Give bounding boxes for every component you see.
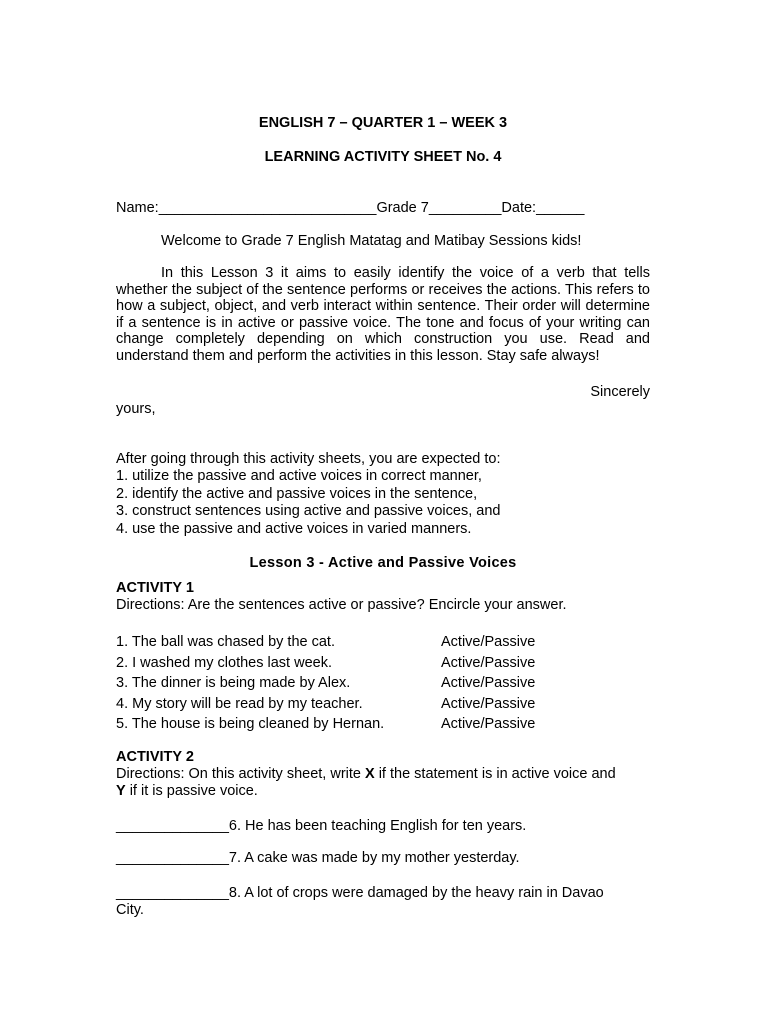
closing-yours: yours, — [116, 401, 156, 417]
activity2-item — [116, 885, 604, 901]
activity2-dir-text: if the statement is in active voice and — [374, 766, 616, 782]
intro-paragraph: In this Lesson 3 it aims to easily identify the voice of a verb that tells whether the subject of the sentence performs or receives the actions. This refers to how a subject, object, and verb interact within sentence. Their order will determine if a sentence is in active or passive voice. The tone and focus of your writing can change completely depending on which construction you use. Read and understand them and perform the activities in this lesson. Stay safe always! — [116, 265, 650, 364]
activity2-dir-x: X — [365, 766, 375, 782]
sheet-subtitle: LEARNING ACTIVITY SHEET No. 4 — [264, 149, 502, 165]
activity2-directions — [116, 766, 616, 782]
answer-blank[interactable]: ______________ — [116, 818, 229, 834]
activity2-item-cont: City. — [116, 902, 144, 918]
activity1-sentence: 1. The ball was chased by the cat. — [116, 634, 335, 650]
activity1-choice[interactable]: Active/Passive — [441, 634, 536, 650]
lesson-title: Lesson 3 - Active and Passive Voices — [249, 555, 517, 571]
answer-blank[interactable]: ______________ — [116, 885, 229, 901]
activity1-choice[interactable]: Active/Passive — [441, 696, 536, 712]
activity1-sentence: 5. The house is being cleaned by Hernan. — [116, 716, 385, 732]
activity1-sentence: 2. I washed my clothes last week. — [116, 655, 332, 671]
activity2-item — [116, 818, 526, 834]
activity1-choice[interactable]: Active/Passive — [441, 675, 536, 691]
objective-item: 2. identify the active and passive voices in the sentence, — [116, 486, 478, 502]
activity2-dir-y: Y — [116, 783, 126, 799]
objective-item: 4. use the passive and active voices in varied manners. — [116, 521, 472, 537]
objectives-lead: After going through this activity sheets, you are expected to: — [116, 451, 501, 467]
activity2-statement: 7. A cake was made by my mother yesterday. — [228, 850, 520, 866]
answer-blank[interactable]: ______________ — [116, 850, 229, 866]
objective-item: 3. construct sentences using active and passive voices, and — [116, 503, 501, 519]
activity1-choice[interactable]: Active/Passive — [441, 716, 536, 732]
activity2-item — [116, 850, 520, 866]
activity1-sentence: 4. My story will be read by my teacher. — [116, 696, 363, 712]
activity1-choice[interactable]: Active/Passive — [441, 655, 536, 671]
activity2-statement: 8. A lot of crops were damaged by the heavy rain in Davao — [228, 885, 604, 901]
sheet-title: ENGLISH 7 – QUARTER 1 – WEEK 3 — [258, 115, 508, 131]
activity1-title: ACTIVITY 1 — [116, 580, 194, 596]
student-info-line: Name:___________________________Grade 7_________Date:______ — [116, 200, 585, 216]
welcome-text: Welcome to Grade 7 English Matatag and Matibay Sessions kids! — [161, 233, 582, 249]
closing-sincerely: Sincerely — [590, 384, 650, 400]
activity2-dir-text: Directions: On this activity sheet, write — [116, 766, 365, 782]
activity2-directions-cont — [116, 783, 258, 799]
activity2-dir-text: if it is passive voice. — [125, 783, 258, 799]
objective-item: 1. utilize the passive and active voices in correct manner, — [116, 468, 482, 484]
activity2-title: ACTIVITY 2 — [116, 749, 194, 765]
activity1-directions: Directions: Are the sentences active or passive? Encircle your answer. — [116, 597, 567, 613]
activity1-sentence: 3. The dinner is being made by Alex. — [116, 675, 351, 691]
activity2-statement: 6. He has been teaching English for ten years. — [228, 818, 527, 834]
